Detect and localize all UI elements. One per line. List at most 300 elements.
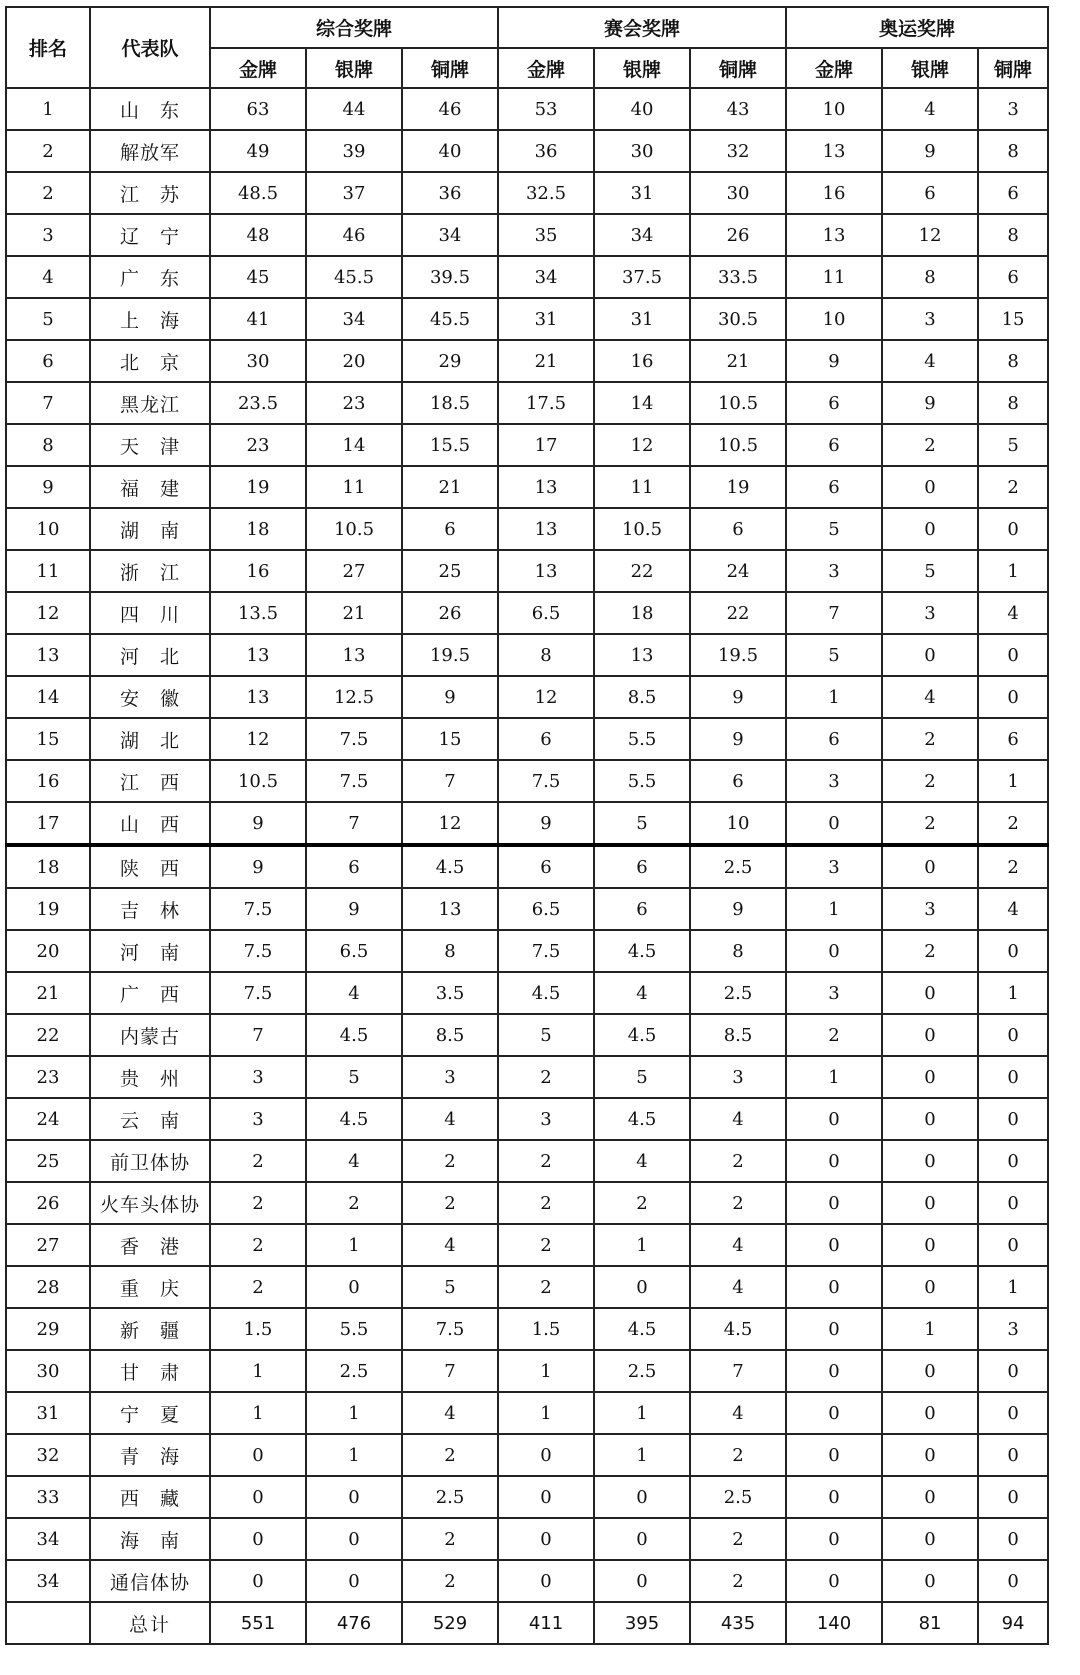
games-bronze-cell: 33.5 <box>690 256 786 298</box>
games-bronze-cell: 9 <box>690 888 786 930</box>
games-silver-cell: 18 <box>594 592 690 634</box>
table-row <box>6 972 1048 1014</box>
team-cell: 湖 北 <box>90 718 210 760</box>
total-cell: 551 <box>210 1602 306 1644</box>
games-gold-cell: 13 <box>498 466 594 508</box>
overall-bronze-cell: 4 <box>402 1392 498 1434</box>
olympic-gold-cell: 2 <box>786 1014 882 1056</box>
olympic-gold-cell: 5 <box>786 508 882 550</box>
olympic-bronze-cell: 0 <box>978 1224 1048 1266</box>
olympic-gold-cell: 0 <box>786 1560 882 1602</box>
overall-gold-cell: 0 <box>210 1434 306 1476</box>
olympic-bronze-cell: 6 <box>978 256 1048 298</box>
games-silver-cell: 16 <box>594 340 690 382</box>
olympic-silver-cell: 0 <box>882 845 978 888</box>
table-row <box>6 1518 1048 1560</box>
olympic-bronze-cell: 1 <box>978 1266 1048 1308</box>
olympic-gold-cell: 1 <box>786 1056 882 1098</box>
olympic-bronze-cell: 6 <box>978 172 1048 214</box>
games-bronze-cell: 7 <box>690 1350 786 1392</box>
team-cell: 天 津 <box>90 424 210 466</box>
games-gold-cell: 1 <box>498 1350 594 1392</box>
games-silver-cell: 4.5 <box>594 1014 690 1056</box>
games-gold-cell: 12 <box>498 676 594 718</box>
overall-bronze-cell: 40 <box>402 130 498 172</box>
rank-cell: 16 <box>6 760 90 802</box>
table-row <box>6 676 1048 718</box>
games-bronze-cell: 21 <box>690 340 786 382</box>
table-row <box>6 1224 1048 1266</box>
olympic-bronze-cell: 0 <box>978 1014 1048 1056</box>
olympic-gold-cell: 9 <box>786 340 882 382</box>
overall-gold-cell: 16 <box>210 550 306 592</box>
olympic-gold-cell: 0 <box>786 1350 882 1392</box>
overall-bronze-cell: 7 <box>402 1350 498 1392</box>
overall-gold-cell: 13.5 <box>210 592 306 634</box>
olympic-bronze-cell: 0 <box>978 1098 1048 1140</box>
rank-cell: 27 <box>6 1224 90 1266</box>
overall-bronze-cell: 26 <box>402 592 498 634</box>
total-cell: 140 <box>786 1602 882 1644</box>
overall-bronze-cell: 2 <box>402 1182 498 1224</box>
rank-cell: 25 <box>6 1140 90 1182</box>
overall-bronze-cell: 19.5 <box>402 634 498 676</box>
olympic-bronze-cell: 0 <box>978 1434 1048 1476</box>
overall-gold-cell: 0 <box>210 1476 306 1518</box>
overall-bronze-cell: 34 <box>402 214 498 256</box>
table-row <box>6 340 1048 382</box>
games-silver-cell: 2 <box>594 1182 690 1224</box>
team-cell: 新 疆 <box>90 1308 210 1350</box>
olympic-gold-cell: 0 <box>786 1308 882 1350</box>
overall-bronze-cell: 7.5 <box>402 1308 498 1350</box>
table-row <box>6 1140 1048 1182</box>
team-cell: 香 港 <box>90 1224 210 1266</box>
table-row <box>6 845 1048 888</box>
team-cell: 海 南 <box>90 1518 210 1560</box>
sub-header-bronze: 铜牌 <box>690 48 786 88</box>
rank-cell: 4 <box>6 256 90 298</box>
games-gold-cell: 1.5 <box>498 1308 594 1350</box>
sub-header-silver: 银牌 <box>594 48 690 88</box>
team-cell: 河 北 <box>90 634 210 676</box>
olympic-bronze-cell: 0 <box>978 1560 1048 1602</box>
games-gold-cell: 36 <box>498 130 594 172</box>
table-row <box>6 760 1048 802</box>
team-cell: 甘 肃 <box>90 1350 210 1392</box>
table-row <box>6 172 1048 214</box>
games-bronze-cell: 2 <box>690 1560 786 1602</box>
games-silver-cell: 6 <box>594 845 690 888</box>
olympic-bronze-cell: 0 <box>978 1140 1048 1182</box>
olympic-bronze-cell: 15 <box>978 298 1048 340</box>
table-row <box>6 718 1048 760</box>
overall-gold-cell: 23 <box>210 424 306 466</box>
overall-silver-cell: 4 <box>306 972 402 1014</box>
team-cell: 通信体协 <box>90 1560 210 1602</box>
team-cell: 山 西 <box>90 802 210 845</box>
table-row <box>6 888 1048 930</box>
games-bronze-cell: 2 <box>690 1140 786 1182</box>
olympic-gold-cell: 1 <box>786 888 882 930</box>
overall-bronze-cell: 25 <box>402 550 498 592</box>
games-silver-cell: 4.5 <box>594 1308 690 1350</box>
team-cell: 重 庆 <box>90 1266 210 1308</box>
overall-bronze-cell: 15 <box>402 718 498 760</box>
overall-gold-cell: 48 <box>210 214 306 256</box>
games-gold-cell: 7.5 <box>498 930 594 972</box>
olympic-bronze-cell: 0 <box>978 1350 1048 1392</box>
games-bronze-cell: 2 <box>690 1518 786 1560</box>
overall-bronze-cell: 21 <box>402 466 498 508</box>
games-bronze-cell: 24 <box>690 550 786 592</box>
games-gold-cell: 6.5 <box>498 888 594 930</box>
rank-cell: 10 <box>6 508 90 550</box>
olympic-bronze-cell: 0 <box>978 1182 1048 1224</box>
rank-cell: 2 <box>6 172 90 214</box>
games-gold-cell: 53 <box>498 88 594 130</box>
overall-silver-cell: 13 <box>306 634 402 676</box>
olympic-gold-cell: 6 <box>786 424 882 466</box>
olympic-bronze-cell: 0 <box>978 634 1048 676</box>
table-row <box>6 802 1048 845</box>
games-gold-cell: 6 <box>498 718 594 760</box>
games-silver-cell: 4.5 <box>594 1098 690 1140</box>
team-cell: 吉 林 <box>90 888 210 930</box>
overall-silver-cell: 4.5 <box>306 1014 402 1056</box>
overall-silver-cell: 45.5 <box>306 256 402 298</box>
team-cell: 火车头体协 <box>90 1182 210 1224</box>
overall-silver-cell: 7.5 <box>306 760 402 802</box>
overall-silver-cell: 39 <box>306 130 402 172</box>
olympic-silver-cell: 0 <box>882 1014 978 1056</box>
games-bronze-cell: 4 <box>690 1392 786 1434</box>
medal-table-container <box>5 6 1049 1645</box>
games-silver-cell: 1 <box>594 1434 690 1476</box>
olympic-bronze-cell: 0 <box>978 930 1048 972</box>
olympic-gold-cell: 0 <box>786 1392 882 1434</box>
rank-cell: 18 <box>6 845 90 888</box>
sub-header-silver: 银牌 <box>882 48 978 88</box>
olympic-bronze-cell: 5 <box>978 424 1048 466</box>
overall-silver-cell: 7.5 <box>306 718 402 760</box>
olympic-gold-cell: 6 <box>786 382 882 424</box>
games-gold-cell: 1 <box>498 1392 594 1434</box>
rank-cell: 15 <box>6 718 90 760</box>
overall-bronze-cell: 13 <box>402 888 498 930</box>
rank-cell: 14 <box>6 676 90 718</box>
overall-gold-cell: 2 <box>210 1266 306 1308</box>
overall-bronze-cell: 5 <box>402 1266 498 1308</box>
overall-bronze-cell: 29 <box>402 340 498 382</box>
overall-gold-cell: 41 <box>210 298 306 340</box>
rank-header: 排名 <box>6 7 90 88</box>
games-bronze-cell: 30.5 <box>690 298 786 340</box>
games-silver-cell: 5.5 <box>594 718 690 760</box>
sub-header-bronze: 铜牌 <box>978 48 1048 88</box>
olympic-silver-cell: 4 <box>882 88 978 130</box>
overall-gold-cell: 9 <box>210 802 306 845</box>
games-silver-cell: 2.5 <box>594 1350 690 1392</box>
overall-gold-cell: 2 <box>210 1224 306 1266</box>
rank-cell: 1 <box>6 88 90 130</box>
sub-header-gold: 金牌 <box>786 48 882 88</box>
olympic-bronze-cell: 2 <box>978 466 1048 508</box>
games-gold-cell: 17 <box>498 424 594 466</box>
rank-cell: 32 <box>6 1434 90 1476</box>
overall-bronze-cell: 8 <box>402 930 498 972</box>
olympic-gold-cell: 0 <box>786 1266 882 1308</box>
rank-cell: 11 <box>6 550 90 592</box>
overall-bronze-cell: 46 <box>402 88 498 130</box>
games-gold-cell: 0 <box>498 1434 594 1476</box>
games-silver-cell: 31 <box>594 172 690 214</box>
olympic-gold-cell: 1 <box>786 676 882 718</box>
games-silver-cell: 11 <box>594 466 690 508</box>
table-row <box>6 1098 1048 1140</box>
olympic-silver-cell: 0 <box>882 1182 978 1224</box>
overall-silver-cell: 4 <box>306 1140 402 1182</box>
games-silver-cell: 5 <box>594 1056 690 1098</box>
games-bronze-cell: 8.5 <box>690 1014 786 1056</box>
overall-silver-cell: 1 <box>306 1224 402 1266</box>
olympic-bronze-cell: 1 <box>978 972 1048 1014</box>
olympic-bronze-cell: 8 <box>978 130 1048 172</box>
overall-bronze-cell: 7 <box>402 760 498 802</box>
overall-gold-cell: 7.5 <box>210 888 306 930</box>
olympic-bronze-cell: 0 <box>978 508 1048 550</box>
games-gold-cell: 5 <box>498 1014 594 1056</box>
games-bronze-cell: 2 <box>690 1182 786 1224</box>
overall-bronze-cell: 4 <box>402 1098 498 1140</box>
olympic-silver-cell: 0 <box>882 1476 978 1518</box>
olympic-silver-cell: 9 <box>882 130 978 172</box>
games-bronze-cell: 4 <box>690 1098 786 1140</box>
total-row <box>6 1602 1048 1644</box>
overall-gold-cell: 9 <box>210 845 306 888</box>
team-header: 代表队 <box>90 7 210 88</box>
overall-gold-cell: 7 <box>210 1014 306 1056</box>
games-bronze-cell: 19 <box>690 466 786 508</box>
games-gold-cell: 17.5 <box>498 382 594 424</box>
games-silver-cell: 6 <box>594 888 690 930</box>
games-silver-cell: 10.5 <box>594 508 690 550</box>
rank-cell: 13 <box>6 634 90 676</box>
games-silver-cell: 0 <box>594 1518 690 1560</box>
overall-gold-cell: 18 <box>210 508 306 550</box>
rank-cell: 33 <box>6 1476 90 1518</box>
games-bronze-cell: 2.5 <box>690 845 786 888</box>
rank-cell: 2 <box>6 130 90 172</box>
games-bronze-cell: 4.5 <box>690 1308 786 1350</box>
olympic-silver-cell: 9 <box>882 382 978 424</box>
total-cell: 94 <box>978 1602 1048 1644</box>
group-header-overall: 综合奖牌 <box>210 7 498 48</box>
table-row <box>6 88 1048 130</box>
games-bronze-cell: 9 <box>690 718 786 760</box>
table-row <box>6 298 1048 340</box>
overall-bronze-cell: 39.5 <box>402 256 498 298</box>
overall-bronze-cell: 9 <box>402 676 498 718</box>
olympic-silver-cell: 0 <box>882 1140 978 1182</box>
games-bronze-cell: 43 <box>690 88 786 130</box>
table-row <box>6 592 1048 634</box>
games-gold-cell: 21 <box>498 340 594 382</box>
games-silver-cell: 1 <box>594 1224 690 1266</box>
olympic-bronze-cell: 3 <box>978 1308 1048 1350</box>
games-bronze-cell: 26 <box>690 214 786 256</box>
olympic-bronze-cell: 0 <box>978 1476 1048 1518</box>
total-cell: 435 <box>690 1602 786 1644</box>
rank-cell: 5 <box>6 298 90 340</box>
games-bronze-cell: 10.5 <box>690 424 786 466</box>
olympic-gold-cell: 10 <box>786 298 882 340</box>
overall-silver-cell: 37 <box>306 172 402 214</box>
olympic-gold-cell: 0 <box>786 1224 882 1266</box>
games-silver-cell: 14 <box>594 382 690 424</box>
olympic-gold-cell: 3 <box>786 550 882 592</box>
games-bronze-cell: 2.5 <box>690 1476 786 1518</box>
olympic-bronze-cell: 6 <box>978 718 1048 760</box>
overall-silver-cell: 6.5 <box>306 930 402 972</box>
olympic-silver-cell: 0 <box>882 1224 978 1266</box>
rank-cell: 22 <box>6 1014 90 1056</box>
olympic-silver-cell: 0 <box>882 1518 978 1560</box>
team-cell: 浙 江 <box>90 550 210 592</box>
games-bronze-cell: 6 <box>690 760 786 802</box>
table-row <box>6 550 1048 592</box>
sub-header-gold: 金牌 <box>210 48 306 88</box>
rank-cell: 9 <box>6 466 90 508</box>
overall-gold-cell: 12 <box>210 718 306 760</box>
table-row <box>6 214 1048 256</box>
games-gold-cell: 6.5 <box>498 592 594 634</box>
overall-silver-cell: 1 <box>306 1392 402 1434</box>
overall-bronze-cell: 36 <box>402 172 498 214</box>
games-silver-cell: 30 <box>594 130 690 172</box>
table-row <box>6 1014 1048 1056</box>
table-row <box>6 382 1048 424</box>
games-bronze-cell: 6 <box>690 508 786 550</box>
games-bronze-cell: 19.5 <box>690 634 786 676</box>
total-cell: 81 <box>882 1602 978 1644</box>
overall-gold-cell: 63 <box>210 88 306 130</box>
table-row <box>6 1476 1048 1518</box>
overall-silver-cell: 12.5 <box>306 676 402 718</box>
medal-table <box>5 6 1049 1645</box>
games-silver-cell: 4 <box>594 972 690 1014</box>
team-cell: 广 西 <box>90 972 210 1014</box>
overall-silver-cell: 7 <box>306 802 402 845</box>
games-silver-cell: 5 <box>594 802 690 845</box>
olympic-silver-cell: 0 <box>882 1434 978 1476</box>
games-silver-cell: 13 <box>594 634 690 676</box>
rank-cell: 28 <box>6 1266 90 1308</box>
olympic-gold-cell: 3 <box>786 760 882 802</box>
table-row <box>6 930 1048 972</box>
team-cell: 四 川 <box>90 592 210 634</box>
olympic-gold-cell: 0 <box>786 1182 882 1224</box>
games-silver-cell: 8.5 <box>594 676 690 718</box>
rank-cell: 21 <box>6 972 90 1014</box>
olympic-bronze-cell: 0 <box>978 1056 1048 1098</box>
overall-silver-cell: 9 <box>306 888 402 930</box>
olympic-bronze-cell: 2 <box>978 802 1048 845</box>
games-gold-cell: 34 <box>498 256 594 298</box>
games-silver-cell: 1 <box>594 1392 690 1434</box>
overall-gold-cell: 7.5 <box>210 972 306 1014</box>
overall-bronze-cell: 2 <box>402 1140 498 1182</box>
olympic-gold-cell: 13 <box>786 214 882 256</box>
olympic-bronze-cell: 0 <box>978 1518 1048 1560</box>
team-cell: 山 东 <box>90 88 210 130</box>
olympic-gold-cell: 0 <box>786 1476 882 1518</box>
rank-cell: 12 <box>6 592 90 634</box>
olympic-silver-cell: 0 <box>882 1266 978 1308</box>
olympic-gold-cell: 0 <box>786 1434 882 1476</box>
table-row <box>6 466 1048 508</box>
games-gold-cell: 32.5 <box>498 172 594 214</box>
games-silver-cell: 0 <box>594 1266 690 1308</box>
overall-gold-cell: 7.5 <box>210 930 306 972</box>
overall-silver-cell: 5 <box>306 1056 402 1098</box>
overall-bronze-cell: 4.5 <box>402 845 498 888</box>
overall-gold-cell: 2 <box>210 1182 306 1224</box>
overall-silver-cell: 46 <box>306 214 402 256</box>
olympic-gold-cell: 6 <box>786 466 882 508</box>
overall-bronze-cell: 15.5 <box>402 424 498 466</box>
olympic-bronze-cell: 8 <box>978 340 1048 382</box>
table-header <box>6 7 1048 88</box>
overall-silver-cell: 27 <box>306 550 402 592</box>
overall-silver-cell: 10.5 <box>306 508 402 550</box>
olympic-silver-cell: 3 <box>882 888 978 930</box>
olympic-silver-cell: 0 <box>882 1350 978 1392</box>
overall-gold-cell: 2 <box>210 1140 306 1182</box>
team-cell: 河 南 <box>90 930 210 972</box>
overall-bronze-cell: 8.5 <box>402 1014 498 1056</box>
olympic-silver-cell: 1 <box>882 1308 978 1350</box>
olympic-bronze-cell: 8 <box>978 214 1048 256</box>
olympic-silver-cell: 0 <box>882 1098 978 1140</box>
olympic-silver-cell: 5 <box>882 550 978 592</box>
games-gold-cell: 31 <box>498 298 594 340</box>
olympic-bronze-cell: 1 <box>978 760 1048 802</box>
olympic-silver-cell: 12 <box>882 214 978 256</box>
olympic-silver-cell: 0 <box>882 466 978 508</box>
games-bronze-cell: 8 <box>690 930 786 972</box>
olympic-gold-cell: 3 <box>786 845 882 888</box>
overall-silver-cell: 0 <box>306 1560 402 1602</box>
team-cell: 江 西 <box>90 760 210 802</box>
overall-gold-cell: 30 <box>210 340 306 382</box>
games-gold-cell: 9 <box>498 802 594 845</box>
overall-bronze-cell: 3.5 <box>402 972 498 1014</box>
overall-silver-cell: 2.5 <box>306 1350 402 1392</box>
team-cell: 贵 州 <box>90 1056 210 1098</box>
overall-bronze-cell: 12 <box>402 802 498 845</box>
games-bronze-cell: 3 <box>690 1056 786 1098</box>
games-silver-cell: 31 <box>594 298 690 340</box>
table-row <box>6 1266 1048 1308</box>
rank-cell: 30 <box>6 1350 90 1392</box>
team-cell: 宁 夏 <box>90 1392 210 1434</box>
total-cell: 411 <box>498 1602 594 1644</box>
rank-cell: 19 <box>6 888 90 930</box>
overall-bronze-cell: 2.5 <box>402 1476 498 1518</box>
olympic-gold-cell: 0 <box>786 1518 882 1560</box>
games-silver-cell: 12 <box>594 424 690 466</box>
